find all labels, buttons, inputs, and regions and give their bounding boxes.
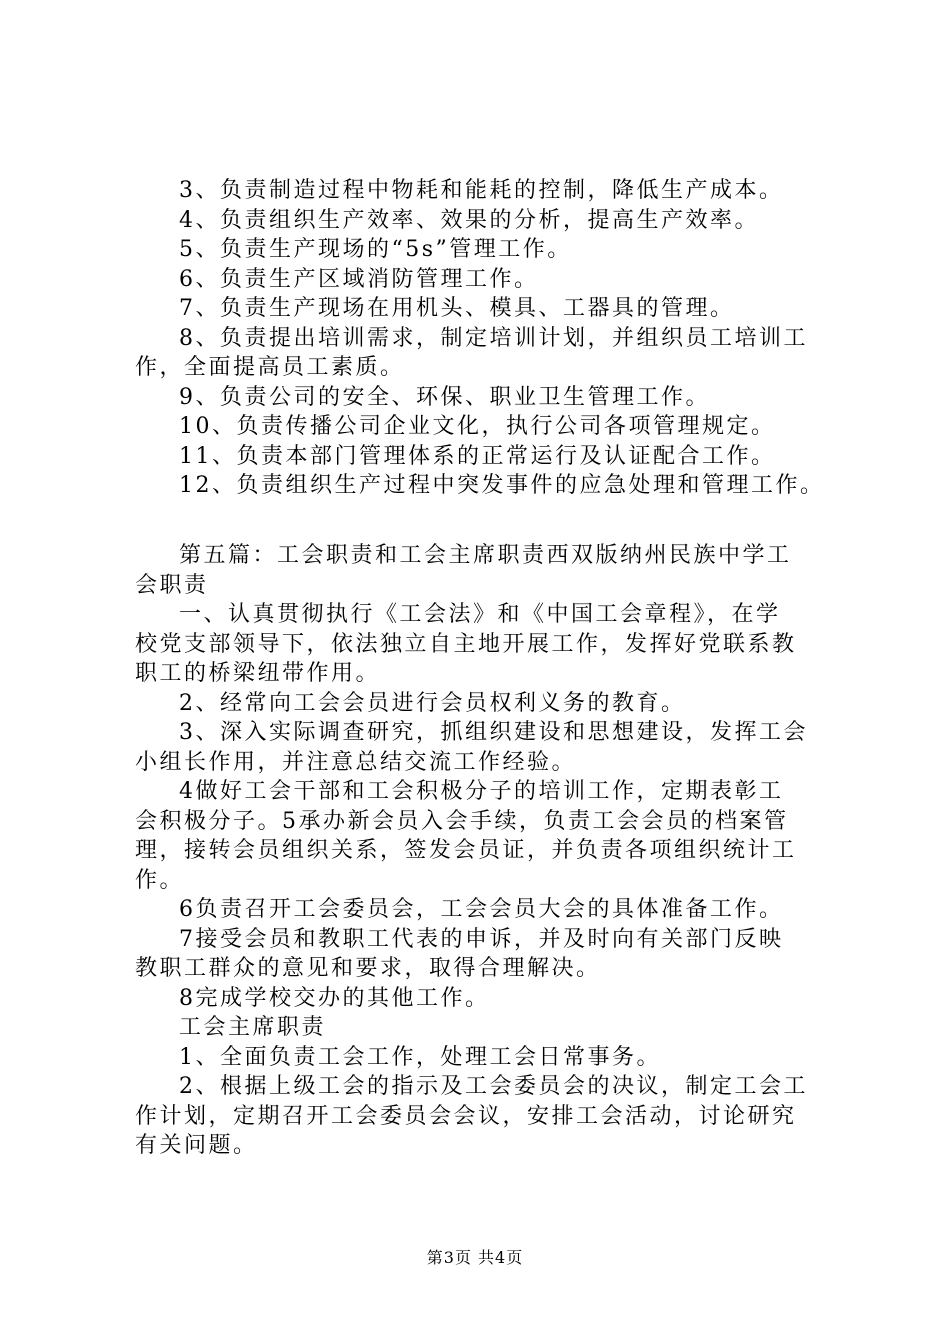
list-item: 2、经常向工会会员进行会员权利义务的教育。 (179, 690, 686, 716)
list-item: 7接受会员和教职工代表的申诉，并及时向有关部门反映 (179, 926, 784, 952)
chapter-title: 第五篇：工会职责和工会主席职责西双版纳州民族中学工 (179, 543, 792, 568)
duty-list-section (135, 176, 835, 501)
list-item: 11、负责本部门管理体系的正常运行及认证配合工作。 (179, 443, 776, 469)
list-item-continuation: 校党支部领导下，依法独立自主地开展工作，发挥好党联系教 (135, 631, 797, 657)
list-item: 12、负责组织生产过程中突发事件的应急处理和管理工作。 (179, 473, 825, 498)
union-duties-section (135, 541, 835, 1161)
list-item: 4做好工会干部和工会积极分子的培训工作，定期表彰工 (179, 779, 784, 804)
list-item-continuation: 理，接转会员组织关系，签发会员证，并负责各项组织统计工 (135, 838, 797, 863)
list-item: 9、负责公司的安全、环保、职业卫生管理工作。 (179, 384, 710, 410)
list-item-continuation: 作。 (135, 867, 185, 893)
chapter-title-continuation: 会职责 (135, 572, 209, 598)
list-item: 3、负责制造过程中物耗和能耗的控制，降低生产成本。 (179, 178, 784, 203)
list-item-continuation: 作计划，定期召开工会委员会会议，安排工会活动，讨论研究 (135, 1103, 797, 1129)
list-item: 8、负责提出培训需求，制定培训计划，并组织员工培训工 (179, 325, 808, 351)
list-item: 2、根据上级工会的指示及工会委员会的决议，制定工会工 (179, 1074, 808, 1099)
list-item: 一、认真贯彻执行《工会法》和《中国工会章程》，在学 (179, 602, 781, 627)
list-item: 8完成学校交办的其他工作。 (179, 985, 490, 1011)
list-item: 3、深入实际调查研究，抓组织建设和思想建设，发挥工会 (179, 720, 808, 745)
list-item: 6负责召开工会委员会，工会会员大会的具体准备工作。 (179, 897, 784, 922)
list-item-continuation: 有关问题。 (135, 1133, 258, 1158)
list-item-continuation: 会积极分子。5承办新会员入会手续，负责工会会员的档案管 (135, 808, 789, 834)
section-heading: 工会主席职责 (179, 1015, 327, 1040)
list-item: 1、全面负责工会工作，处理工会日常事务。 (179, 1044, 661, 1070)
list-item-continuation: 小组长作用，并注意总结交流工作经验。 (135, 749, 577, 775)
list-item: 5、负责生产现场的“5s”管理工作。 (179, 237, 572, 262)
list-item: 7、负责生产现场在用机头、模具、工器具的管理。 (179, 296, 735, 321)
list-item-continuation: 作，全面提高员工素质。 (135, 355, 405, 380)
list-item-continuation: 职工的桥梁纽带作用。 (135, 661, 381, 686)
list-item-continuation: 教职工群众的意见和要求，取得合理解决。 (135, 956, 601, 981)
list-item: 6、负责生产区域消防管理工作。 (179, 266, 539, 292)
page-footer: 第3页 共4页 (426, 1248, 524, 1267)
list-item: 4、负责组织生产效率、效果的分析，提高生产效率。 (179, 207, 759, 233)
list-item: 10、负责传播公司企业文化，执行公司各项管理规定。 (179, 414, 776, 439)
